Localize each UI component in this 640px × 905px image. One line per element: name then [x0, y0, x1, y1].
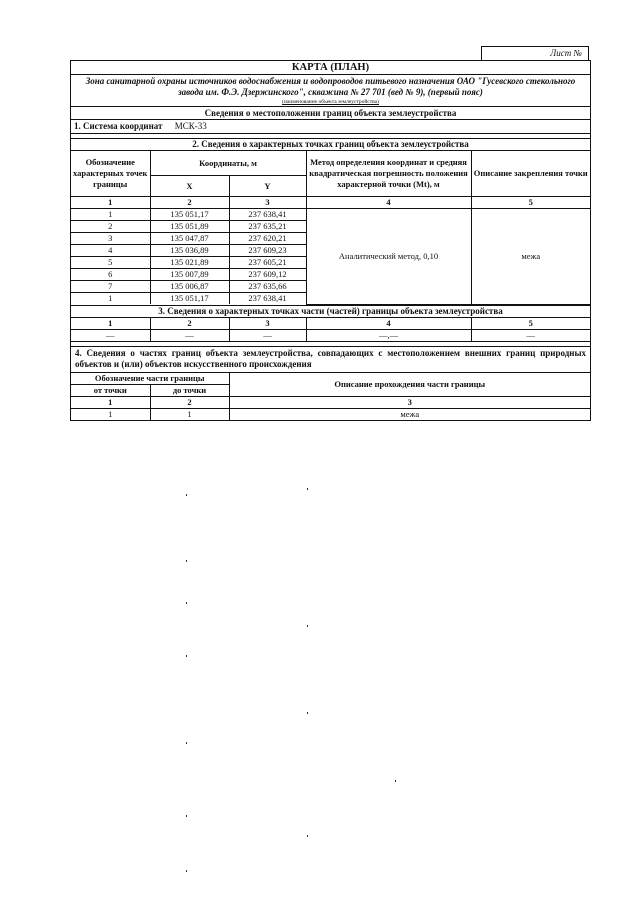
desc-value: межа	[471, 209, 590, 305]
y-value: 237 638,41	[229, 209, 306, 221]
point-number: 7	[71, 281, 150, 293]
scan-speck	[186, 815, 187, 817]
scan-speck	[186, 742, 187, 744]
object-name-caption: (наименование объекта землеустройства)	[282, 99, 379, 105]
column-numbers-row	[71, 396, 590, 408]
table-row	[71, 209, 590, 221]
x-value: 135 047,87	[150, 233, 229, 245]
document-title: КАРТА (ПЛАН)	[71, 61, 590, 75]
y-value: 237 609,12	[229, 269, 306, 281]
point-number: 1	[71, 293, 150, 305]
dash-cell: —	[71, 329, 150, 341]
location-header: Сведения о местоположении границ объекта землеустройства	[71, 107, 590, 120]
coordinate-system-label: 1. Система координат	[74, 121, 163, 131]
from-header: от точки	[71, 384, 150, 396]
section3-title: 3. Сведения о характерных точках части (частей) границы объекта землеустройства	[71, 306, 590, 318]
coordinate-system-value: МСК-33	[174, 121, 207, 131]
point-number: 3	[71, 233, 150, 245]
scan-speck	[186, 494, 187, 496]
dash-cell: —,—	[306, 329, 471, 341]
section2-table-wrap	[71, 151, 590, 306]
section4-table	[71, 373, 590, 420]
col-number: 3	[229, 318, 306, 330]
column-numbers-row	[71, 318, 590, 330]
desc-header: Описание прохождения части границы	[229, 373, 590, 397]
y-header: Y	[229, 176, 306, 197]
column-numbers-row	[71, 197, 590, 209]
col-number: 5	[471, 197, 590, 209]
point-number: 5	[71, 257, 150, 269]
x-value: 135 007,89	[150, 269, 229, 281]
y-value: 237 635,66	[229, 281, 306, 293]
y-value: 237 638,41	[229, 293, 306, 305]
col-number: 2	[150, 197, 229, 209]
desc-value: межа	[229, 408, 590, 420]
scan-speck	[307, 712, 308, 714]
dash-cell: —	[229, 329, 306, 341]
points-table	[71, 151, 590, 305]
point-number: 2	[71, 221, 150, 233]
x-value: 135 051,89	[150, 221, 229, 233]
to-header: до точки	[150, 384, 229, 396]
scan-speck	[186, 655, 187, 657]
x-value: 135 036,89	[150, 245, 229, 257]
col-number: 2	[150, 318, 229, 330]
col-number: 4	[306, 318, 471, 330]
x-value: 135 051,17	[150, 209, 229, 221]
section2-title: 2. Сведения о характерных точках границ объекта землеустройства	[71, 138, 590, 151]
y-value: 237 635,21	[229, 221, 306, 233]
col-number: 5	[471, 318, 590, 330]
scan-speck	[186, 870, 187, 872]
dash-cell: —	[471, 329, 590, 341]
section3-table	[71, 318, 590, 341]
section3-table-wrap	[71, 318, 590, 342]
y-value: 237 620,21	[229, 233, 306, 245]
point-number: 6	[71, 269, 150, 281]
sheet-number-label: Лист №	[481, 46, 589, 60]
col-number: 1	[71, 396, 150, 408]
col-number: 3	[229, 396, 590, 408]
y-value: 237 609,23	[229, 245, 306, 257]
table-row	[71, 329, 590, 341]
part-header: Обозначение части границы	[71, 373, 229, 385]
points-table-header	[71, 151, 590, 176]
section4-table-wrap	[71, 373, 590, 420]
table-row	[71, 408, 590, 420]
map-plan-frame	[70, 60, 591, 421]
col-number: 2	[150, 396, 229, 408]
object-name: Зона санитарной охраны источников водоснабжения и водопроводов питьевого назначения ОАО "Гусевского стекольного завода им. Ф.Э. Дзержинского", скважина № 27 701 (вед № 9), (первый пояс)	[85, 76, 576, 97]
scan-speck	[186, 602, 187, 604]
x-value: 135 006,87	[150, 281, 229, 293]
scan-speck	[307, 835, 308, 837]
x-header: X	[150, 176, 229, 197]
scan-speck	[307, 625, 308, 627]
point-header: Обозначение характерных точек границы	[71, 151, 150, 197]
scan-speck	[307, 488, 308, 490]
x-value: 135 021,89	[150, 257, 229, 269]
point-number: 4	[71, 245, 150, 257]
dash-cell: —	[150, 329, 229, 341]
from-value: 1	[71, 408, 150, 420]
method-value: Аналитический метод, 0,10	[306, 209, 471, 305]
to-value: 1	[150, 408, 229, 420]
col-number: 4	[306, 197, 471, 209]
coords-header: Координаты, м	[150, 151, 306, 176]
coordinate-system	[71, 120, 590, 134]
object-name-block	[71, 75, 590, 107]
scan-speck	[395, 780, 396, 782]
col-number: 1	[71, 197, 150, 209]
section4-title: 4. Сведения о частях границ объекта землеустройства, совпадающих с местоположением внешних границ природных объектов и (или) объектов искусственного происхождения	[71, 346, 590, 373]
x-value: 135 051,17	[150, 293, 229, 305]
y-value: 237 605,21	[229, 257, 306, 269]
method-header: Метод определения координат и средняя квадратическая погрешность положения характерной точки (Mt), м	[306, 151, 471, 197]
desc-header: Описание закрепления точки	[471, 151, 590, 197]
col-number: 3	[229, 197, 306, 209]
col-number: 1	[71, 318, 150, 330]
point-number: 1	[71, 209, 150, 221]
scan-speck	[186, 560, 187, 562]
